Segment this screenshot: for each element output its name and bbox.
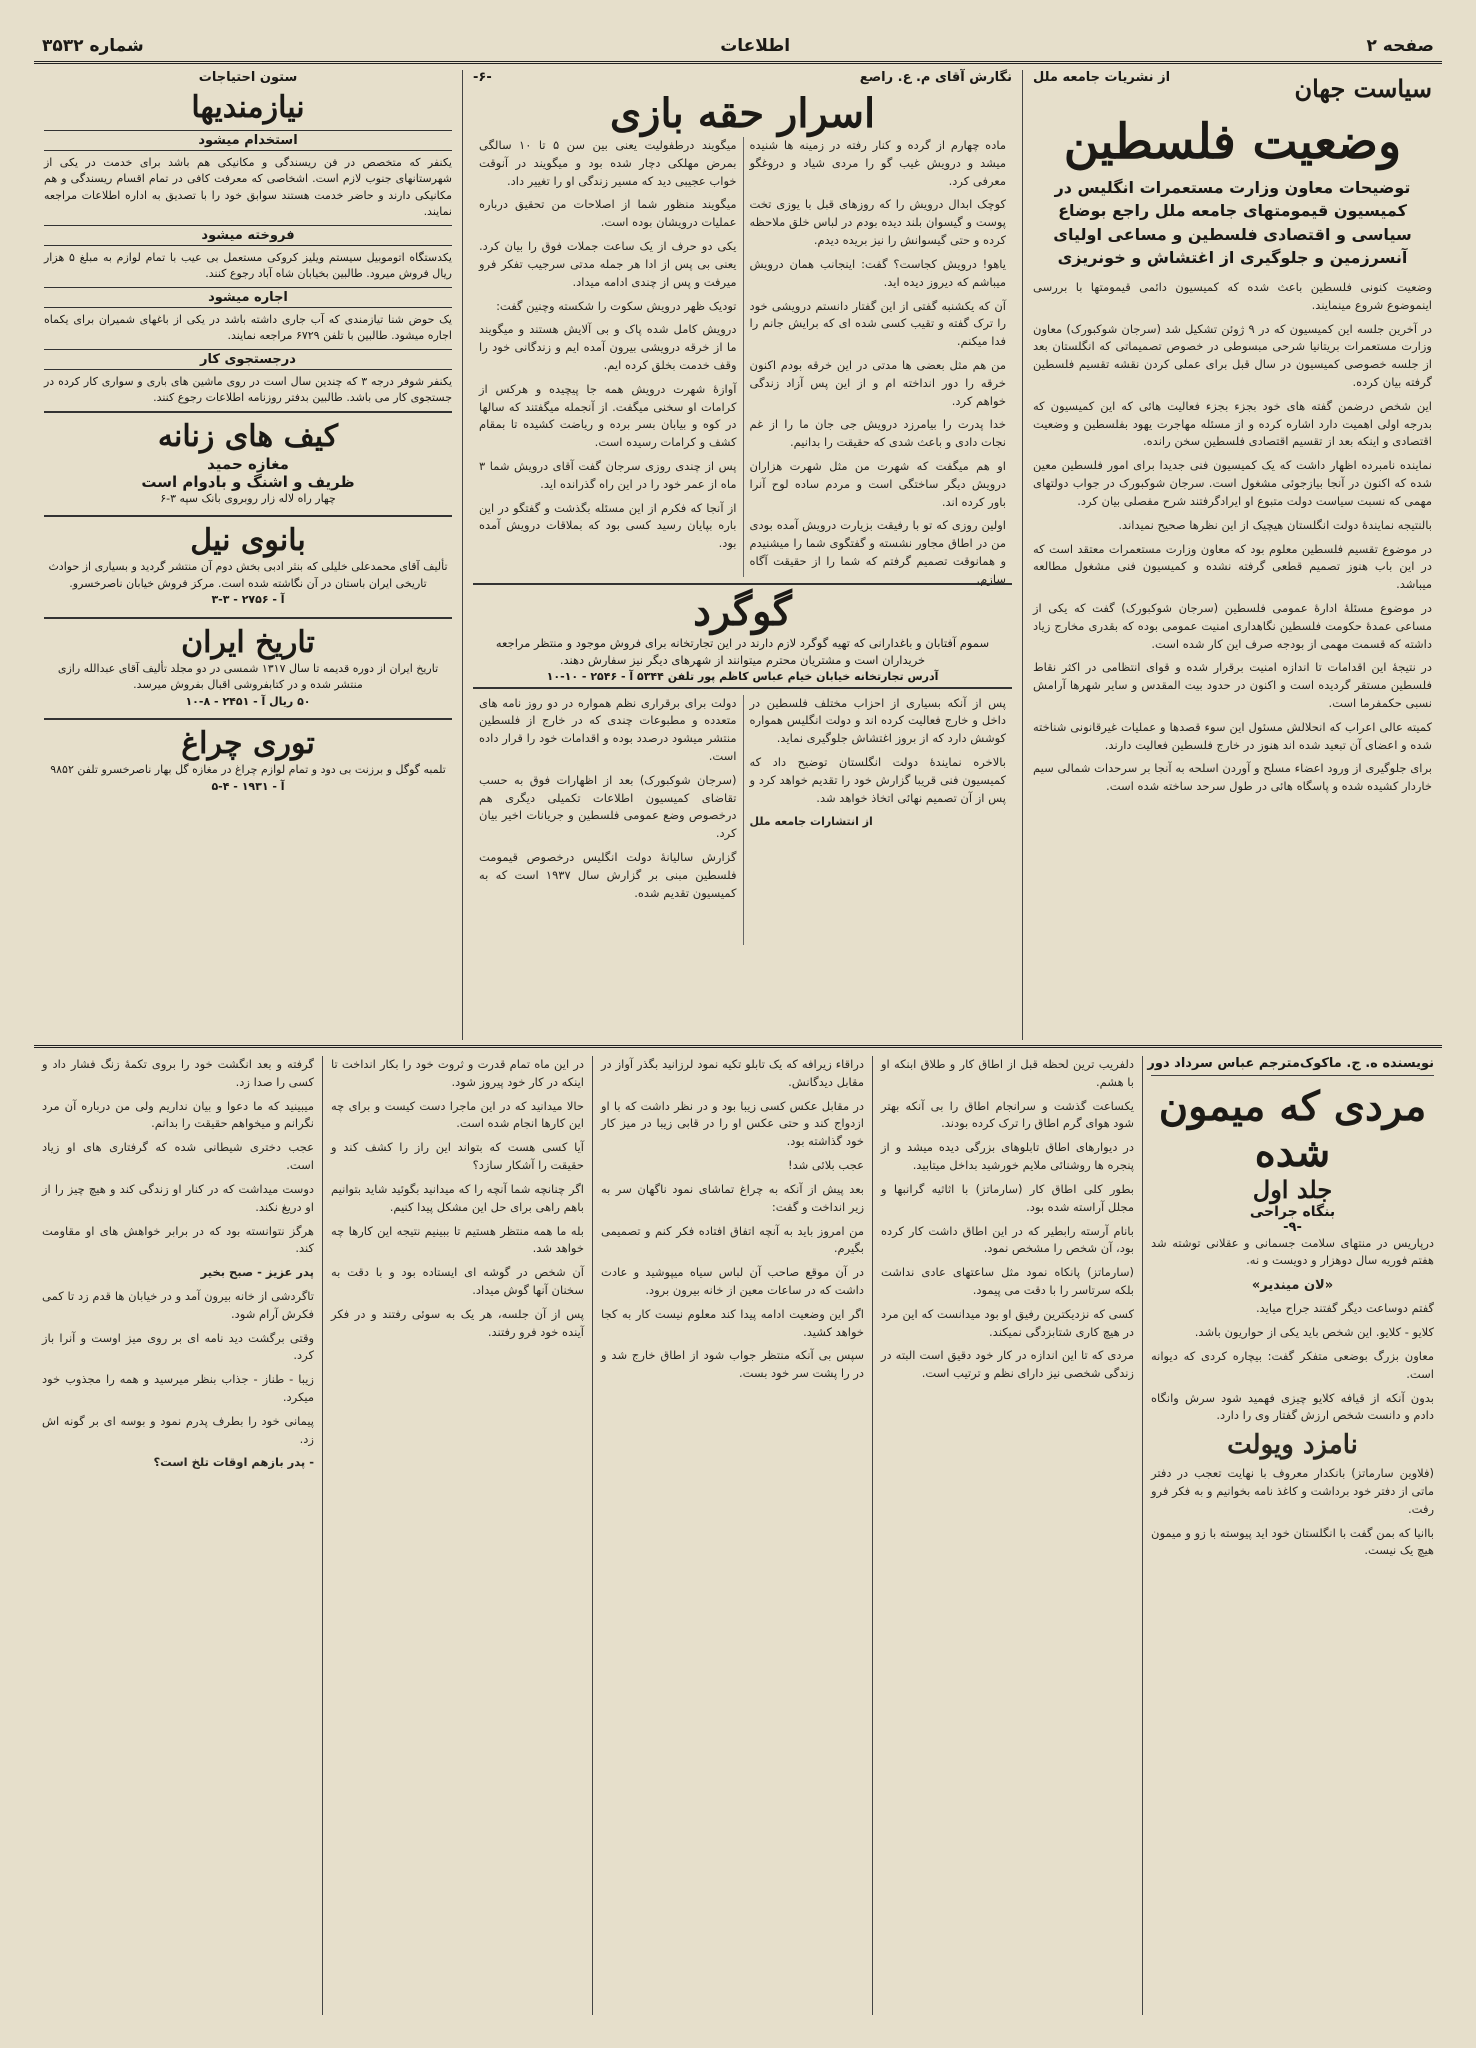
book-banoo-title: بانوی نیل [190, 523, 306, 558]
article-paragraph: ماده چهارم از گرده و کنار رفته در زمینه ها شنیده میشد و درویش غیب گو را مردی شیاد و دروغگو معرفی کرد. [749, 138, 1006, 188]
serial-paragraph: بدون آنکه از قیافه کلایو چیزی فهمید شود سرش وانگاه دادم و دانست شخص ارزش گفتار وی را دارد. [1151, 1390, 1434, 1423]
serial-paragraph: (سارماتز) پانکاه نمود مثل ساعتهای عادی نداشت بلکه سرتاسر را با دقت می پیمود. [881, 1265, 1134, 1297]
serial-paragraph: گفتم دوساعت دیگر گفتند جراح میاید. [1255, 1301, 1434, 1316]
handbag-ad-title: کیف های زنانه [157, 418, 339, 454]
tricks-secrets-headline: اسرار حقه بازی [609, 90, 876, 137]
serial-paragraph: در این ماه تمام قدرت و ثروت خود را بکار انداخت تا اینکه در کار خود پیروز شود. [331, 1057, 584, 1089]
palestine-article-body [1033, 279, 1432, 796]
article-paragraph: درویش کامل شده پاک و بی آلایش هستند و میگویند ما از خرقه درویشی بیرون آمده ایم و زندگانی خود را وقف خدمت بخلق کرده ایم. [479, 322, 737, 372]
serial-paragraph: آیا کسی هست که بتواند این راز را کشف کند و حقیقت را آشکار سازد؟ [331, 1140, 584, 1173]
serial-paragraph: بعد پیش از آنکه به چراغ تماشای نمود ناگهان سر به زیر انداخت و گفت: [601, 1181, 864, 1214]
serial-paragraph: بطور کلی اطاق کار (سارماتز) با اثاثیه گرانبها و مجلل آراسته شده بود. [881, 1181, 1134, 1214]
serial-col-2 [872, 1056, 1142, 2015]
article-paragraph: میگویند درطفولیت یعنی بین سن ۵ تا ۱۰ سالگی بمرض مهلکی دچار شده بود و میگویند در آنوقت خواب عجیبی دید که مسیر زندگی او را تغییر داد. [479, 138, 737, 188]
handbag-ad-store: مغازه حمید [207, 454, 289, 473]
article-paragraph: نماینده نامبرده اظهار داشت که یک کمیسیون فنی جدیدا برای امور فلسطین معین شده که اکنون در آنجا بیازجوئی مشغول است. سرجان شوکبورک در جواب دولتهای مهمی که نسبت سیاست دولت متبوع او ایرادگرفتند شرح مفصلی بیان کرد. [1033, 458, 1432, 508]
handbag-ad-tagline: ظریف و اشنگ و بادوام است [141, 472, 355, 491]
sulfur-ad-address: آدرس تجارتخانه خیابان خیام عباس کاظم پور تلفن ۵۳۴۴ آ - ۲۵۴۶ - ۱۰-۱۰ [546, 669, 939, 683]
serial-col-4 [322, 1056, 592, 2015]
handbag-ad-address: چهار راه لاله زار روبروی بانک سپه ۳-۶ [160, 491, 336, 505]
article-paragraph: بالاخره نمایندۀ دولت انگلستان توضیح داد که کمیسیون فنی قریبا گزارش خود را تقدیم خواهد کرد و پس از آن تصمیم نهائی اتخاذ خواهد شد. [749, 754, 1006, 805]
serial-paragraph: پس از آن جلسه، هر یک به سوئی رفتند و در فکر آینده خود فرو رفتند. [331, 1306, 584, 1339]
lamp-mantle-title: توری چراغ [181, 726, 315, 761]
serial-story-band [34, 1045, 1442, 2015]
serial-paragraph: درپاریس در منتهای سلامت جسمانی و عقلانی توشته شد هفتم فوریه سال دوهزار و دویست و نه. [1151, 1235, 1434, 1268]
serial-paragraph: در مقابل عکس کسی زیبا بود و در نظر داشت که با او ازدواج کند و حتی عکس او را در قابی زیبا در میز کار خود گذاشته بود. [601, 1098, 864, 1149]
page-label: صفحه ۲ [1366, 35, 1434, 56]
article-paragraph: پس از چندی روزی سرجان گفت آقای درویش شما ۳ ماه از عمر خود را در این راه گذرانده اید. [479, 459, 737, 491]
article-paragraph: میگویند منظور شما از اصلاحات من تحقیق درباره عملیات درویشان بوده است. [479, 197, 737, 230]
serial-paragraph: در دیوارهای اطاق تابلوهای بزرگی دیده میشد و از پنجره ها روشنائی ملایم خورشید بداخل میتابید. [881, 1140, 1134, 1173]
tricks-article-col-right [743, 137, 1013, 586]
sulfur-ad-text: سموم آفتابان و باغدارانی که تهیه گوگرد لازم دارند در این تجارتخانه برای فروش موجود و منتظر مراجعه خریداران است و مشتریان محترم میتوانند از شهرهای دیگر نیز سفارش دهند. [495, 636, 990, 668]
serial-paragraph: عجب بلائی شد! [787, 1158, 864, 1173]
article-paragraph: کمیته عالی اعراب که انحلالش مسئول این سوء قصدها و عملیات غیرقانونی شناخته شده و اعضای آن تبعید شده اند هنوز در خارج فلسطین فعالیت دارند. [1033, 719, 1432, 752]
right-column-header [1033, 70, 1432, 109]
serial-paragraph: پیمانی خود را بطرف پدرم نمود و بوسه ای بر گونه اش زد. [42, 1413, 314, 1446]
serial-paragraph: وقتی برگشت دید نامه ای بر روی میز اوست و آنرا باز کرد. [42, 1330, 314, 1363]
article-paragraph: در موضوع تقسیم فلسطین معلوم بود که معاون وزارت مستعمرات معتقد است که در این باب هنوز تصمیم قطعی گرفته نشده و کمیسیون فنی مشغول مطالعه میباشد. [1033, 541, 1432, 592]
sulfur-ad-title: گوگرد [693, 588, 792, 635]
serial-subtitle: «لان میندیر» [1251, 1278, 1334, 1294]
serial-col-1 [1142, 1056, 1442, 2015]
article-paragraph: گزارش سالیانۀ دولت انگلیس درخصوص قیمومت فلسطین مبنی بر گزارش سال ۱۹۳۷ است که به کمیسیون تقدیم شده. [479, 850, 737, 900]
sulfur-advertisement [473, 583, 1012, 689]
serial-paragraph: مردی که تا این اندازه در کار خود دقیق است البته در زندگی شخصی نیز دارای نظم و ترتیب است. [881, 1348, 1134, 1381]
palestine-continued [473, 695, 1012, 945]
serial-author: نویسنده ه. ج. ماکوک [1299, 1056, 1434, 1071]
classified-heading: استخدام میشود [44, 130, 452, 151]
masthead [34, 30, 1442, 64]
article-paragraph: (سرجان شوکبورک) بعد از اظهارات فوق به حسب تقاضای کمیسیون اطلاعات تکمیلی دیگری هم درخصوص وضع عمومی فلسطین و جریانات اخیر بیان کرد. [479, 772, 737, 841]
paper-name: اطلاعات [720, 35, 791, 56]
middle-column [462, 70, 1022, 1040]
serial-chapter: بنگاه جراحی [1249, 1203, 1336, 1220]
classified-text: یکنفر شوفر درجه ۳ که چندین سال است در روی ماشین های باری و سواری کار کرده در جستجوی کار می باشد. طالبین بدفتر روزنامه اطلاعات رجوع کنند. [44, 374, 453, 404]
article-paragraph: برای جلوگیری از ورود اعضاء مسلح و آوردن اسلحه به آنجا بر سرحدات شمالی سیم خاردار کشیده شده و پاسگاه هائی در طول سرحد ساخته شده است. [1033, 761, 1432, 794]
serial-paragraph: در آن موقع صاحب آن لباس سیاه میپوشید و عادت داشت که در ساعات معین از خانه بیرون برود. [601, 1265, 864, 1297]
upper-section [34, 70, 1442, 1040]
serial-paragraph: حالا میدانید که در این ماجرا دست کیست و برای چه این کارها انجام شده است. [331, 1098, 584, 1131]
lamp-mantle-text: تلمبه گوگل و برزنت بی دود و تمام لوازم چراغ در مغازه گل بهار ناصرخسرو تلفن ۹۸۵۲ [50, 763, 446, 776]
serial-paragraph: (فلاوین سارماتز) بانکدار معروف با نهایت تعجب در دفتر ماتی از دفتر خود برداشت و کاغذ نامه بخوانیم و به فکر فرو رفت. [1151, 1466, 1434, 1516]
lamp-mantle-code: آ - ۱۹۳۱ - ۴-۵ [211, 779, 285, 793]
article-paragraph: دولت برای برقراری نظم همواره در دو روز نامه های متعدده و مطبوعات چندی که در خارج از فلسطین منتشر میشود درصدد بوده و اقدامات خود را قرار داده است. [479, 695, 737, 763]
article-paragraph: وضعیت کنونی فلسطین باعث شده که کمیسیون دائمی قیمومتها با بررسی اینموضوع شروع مینمایند. [1033, 279, 1432, 312]
classifieds-column [34, 70, 462, 1040]
article-paragraph: پس از آنکه بسیاری از احزاب مختلف فلسطین در داخل و خارج فعالیت کرده اند و دولت انگلیس همواره کوشش دارد که از بروز اغتشاش جلوگیری نماید. [749, 695, 1006, 746]
article-paragraph: بالنتیجه نمایندۀ دولت انگلستان هیچیک از این نظرها صحیح نمیداند. [1118, 517, 1432, 532]
article-paragraph: در آخرین جلسه این کمیسیون که در ۹ ژوئن تشکیل شد (سرجان شوکبورک) معاون وزارت مستعمرات بریتانیا شرحی مبسوطی در خصوص تصمیماتی که انگلستان بعد از جلسه خصوصی کمیسیون در سال قبل برای عملی کردن نقشه تقسیم فلسطین گرفته بیان کرده. [1033, 321, 1432, 389]
classified-text: یک حوض شنا تیازمندی که آب جاری داشته باشد در یکی از باغهای شمیران برای یکماه اجاره میشود. طالبین با تلفن ۶۷۲۹ مراجعه نمایند. [44, 312, 452, 342]
serial-paragraph: یکساعت گذشت و سرانجام اطاق را بی آنکه بهتر شود هوای گرم اطاق را ترک کرده بودند. [881, 1098, 1134, 1131]
serial-paragraph: گرفته و بعد انگشت خود را بروی تکمۀ زنگ فشار داد و کسی را صدا زد. [42, 1057, 314, 1089]
series-header [473, 70, 1012, 85]
serial-paragraph: معاون بزرگ بوضعی متفکر گفت: بیچاره کردی که دیوانه است. [1151, 1348, 1434, 1381]
book-banoo-text: تألیف آقای محمدعلی خلیلی که بنثر ادبی بخش دوم آن منتشر گردید و بسیاری از حوادث تاریخی ایران باستان در آن نگاشته شده است. مرکز فروش خیابان ناصرخسرو. [48, 560, 448, 590]
serial-paragraph: عجب دختری شیطانی شده که گرفتاری های او زیاد است. [42, 1140, 314, 1173]
issue-number: شماره ۳۵۳۲ [42, 35, 144, 56]
palestine-subhead: توضیحات معاون وزارت مستعمرات انگلیس در کمیسیون قیمومتهای جامعه ملل راجع بوضاع سیاسی و اقتصادی فلسطین و مساعی اولیای آنسرزمین و جلوگیری از اغتشاش و خونریزی [1053, 178, 1412, 267]
serial-paragraph: اگر این وضعیت ادامه پیدا کند معلوم نیست کار به کجا خواهد کشید. [601, 1306, 864, 1339]
classified-heading: اجاره میشود [44, 287, 452, 308]
article-signature: از انتشارات جامعه ملل [749, 815, 873, 829]
classified-heading: درجستجوی کار [44, 349, 452, 370]
serial-paragraph: کسی که نزدیکترین رفیق او بود میدانست که این مرد در هیچ کاری شتابزدگی نمیکند. [881, 1306, 1134, 1339]
serial-body [1151, 1235, 1434, 1561]
tricks-article [473, 137, 1012, 586]
article-paragraph: تودیک ظهر درویش سکوت را شکسته وچنین گفت: [496, 298, 737, 313]
serial-paragraph: سپس بی آنکه منتظر جواب شود از اطاق خارج شد و در را پشت سر خود بست. [601, 1348, 864, 1381]
article-paragraph: خدا پدرت را بیامرزد درویش جی جان ما را از غم نجات دادی و باعث شدی که حقیقت را بدانیم. [749, 417, 1006, 450]
serial-paragraph: میبینید که ما دعوا و بیان نداریم ولی من درباره آن مرد نگرانم و میخواهم حقیقت را بدانم. [42, 1098, 314, 1131]
article-paragraph: یاهو! درویش کجاست؟ گفت: اینجانب همان درویش میباشم که دیروز دیده اید. [749, 256, 1006, 289]
classifieds-title: نیازمندیها [191, 90, 305, 125]
article-paragraph: آوازۀ شهرت درویش همه جا پیچیده و هرکس از کرامات او سخنی میگفت. از آنجمله میگفتند که سالها در کوه و بیابان بسر برده و ریاضت کشیده تا بمقام کشف و کرامات رسیده است. [479, 381, 737, 450]
classified-text: یکدستگاه اتوموبیل سیستم ویلیز کروکی مستعمل بی عیب با تمام لوازم به مبلغ ۵ هزار ریال فروش میرود. طالبین بخیابان شاه آباد رجوع کنند. [44, 250, 452, 280]
serial-header [1147, 1056, 1434, 1076]
classified-heading: فروخته میشود [44, 225, 452, 246]
serial-paragraph: اگر چنانچه شما آنچه را که میدانید بگوئید شاید بتوانیم باهم راهی برای حل این مشکل پیدا کنیم. [331, 1181, 584, 1214]
serial-paragraph: کلایو - کلایو. این شخص باید یکی از حواریون باشد. [1194, 1325, 1434, 1340]
serial-paragraph: دوست میداشت که در کنار او زندگی کند و هیچ چیز را از او دریغ نکند. [42, 1181, 314, 1214]
serial-paragraph: پدر عزیز - صبح بخیر [200, 1265, 314, 1280]
article-paragraph: اولین روزی که تو با رفیقت بزیارت درویش آمده بودی من در اطاق مجاور نشسته و گفتگوی شما را میشنیدم و همانوقت تصمیم گرفتم که شما را از حقیقت آگاه سازم. [749, 518, 1006, 586]
serial-paragraph: هرگز نتوانسته بود که در برابر خواهش های او مقاومت کند. [42, 1223, 314, 1256]
serial-paragraph: زیبا - طناز - جذاب بنظر میرسید و همه را مجذوب خود میکرد. [42, 1372, 314, 1404]
article-paragraph: این شخص درضمن گفته های خود بجزء بجزء فعالیت هائی که این کمیسیون که بدرجه اولی اهمیت دارد اشاره کرده و از مسئله مهاجرت یهود بفلسطین و وضعیت اقتصادی و اینکه بعد از تقسیم اقتصادی فلسطین سخن رانده. [1033, 398, 1432, 449]
serial-translator: مترجم عباس سرداد دور [1147, 1056, 1300, 1071]
article-paragraph: کوچک ابدال درویش را که روزهای قبل با یوزی تخت پوست و گیسوان بلند دیده بودم در لباس خلق ملاحظه کرده و حتی گیسوانش را نیز بریده دیدم. [749, 197, 1006, 248]
lamp-mantle-advertisement [44, 720, 452, 803]
serial-paragraph: دلفریب ترین لحظه قبل از اطاق کار و طلاق ابنکه او با هشم. [881, 1057, 1134, 1089]
world-politics-column [1022, 70, 1442, 1040]
article-paragraph: آن که یکشنبه گفتی از این گفتار دانستم درویشی خود را ترک گفته و تقیب کسی شده ای که برایش جانم را فدا میکنم. [749, 298, 1006, 349]
episode-number: -۶- [473, 70, 492, 85]
section-title: سیاست جهان [1294, 74, 1432, 103]
book-history-advertisement [44, 619, 452, 721]
serial-paragraph: من امروز باید به آنچه اتفاق افتاده فکر کنم و تصمیمی بگیرم. [601, 1223, 864, 1256]
serial-col-5 [34, 1056, 322, 2015]
serial-subtitle-2: نامزد ویولت [1227, 1430, 1358, 1461]
serial-title: مردی که میمون شده [1158, 1083, 1427, 1176]
serial-paragraph: تاگردشی از خانه بیرون آمد و در خیابان ها قدم زد تا کمی فکرش آرام شود. [42, 1288, 314, 1321]
tricks-article-col-left [473, 137, 743, 577]
article-paragraph: از آنجا که فکرم از این مسئله بگذشت و گفتگو در این باره بپایان رسید کسی بود که بملاقات درویش آمده بود. [479, 500, 737, 551]
article-paragraph: او هم میگفت که شهرت من مثل شهرت هزاران درویش دیگر ساختگی است و مردم ساده لوح آنرا باور کرده اند. [749, 459, 1006, 509]
palestine-headline: وضعیت فلسطین [1063, 114, 1402, 170]
continued-col-left [473, 695, 743, 945]
series-author-line: نگارش آقای م. ع. راصع [859, 70, 1012, 85]
source-note: از نشریات جامعه ملل [1033, 70, 1171, 85]
article-paragraph: در موضوع مسئلۀ ادارۀ عمومی فلسطین (سرجان شوکبورک) گفت که یکی از مساعی عمدۀ حکومت فلسطین نگاهداری امنیت عمومی بوده که بقدری مخارج زیاد داشته که قسمت مهمی از بودجه صرف این کار شده است. [1033, 600, 1432, 651]
handbag-advertisement [44, 411, 452, 518]
article-paragraph: من هم مثل بعضی ها مدتی در این خرقه بودم اکنون خرقه را دور انداخته ام و از این پس آزاد زندگی خواهم کرد. [749, 357, 1006, 408]
serial-volume: جلد اول [1252, 1175, 1333, 1204]
book-banoo-advertisement [44, 517, 452, 619]
serial-paragraph: آن شخص در گوشه ای ایستاده بود و با دقت به سخنان آنها گوش میداد. [331, 1265, 584, 1297]
article-paragraph: یکی دو حرف از یک ساعت جملات فوق را بیان کرد. یعنی بی پس از ادا هر جمله مدتی سرجیب تفکر فرو میرفت و پس از چندی ادامه میداد. [479, 239, 737, 289]
classifieds-label: ستون احتیاجات [198, 70, 298, 85]
book-history-text: تاریخ ایران از دوره قدیمه تا سال ۱۳۱۷ شمسی در دو مجلد تألیف آقای عبدالله رازی منتشر شده و در کتابفروشی اقبال بفروش میرسد. [57, 661, 439, 691]
continued-col-right [743, 695, 1013, 945]
serial-paragraph: دراقاء زیرافه که یک تابلو تکیه نمود لرزانید بگذر آواز در مقابل دیدگانش. [601, 1057, 864, 1089]
book-history-title: تاریخ ایران [181, 624, 315, 660]
article-paragraph: در نتیجۀ این اقدامات تا اندازه امنیت برقرار شده و قوای انتظامی در اکثر نقاط فلسطین مستقر گردیده است و اکنون در حدود بیت المقدس و سایر شهرها آرامش نسبی حکمفرما است. [1033, 660, 1432, 710]
book-banoo-code: آ - ۲۷۵۶ - ۳-۳ [211, 593, 285, 606]
classified-text: یکنفر که متخصص در فن ریسندگی و مکانیکی هم باشد برای خدمت در یکی از شهرستانهای جنوب لازم است. اشخاصی که معرفت کافی در تمام اقسام ریسندگی و هم مکانیکی دارند و حاضر خدمت هستند سوابق خود را با تصدیق به اداره اطلاعات مراجعه نمایند. [44, 155, 452, 218]
serial-paragraph: باانیا که بمن گفت با انگلستان خود اید پیوسته با زو و میمون هیچ یک نیست. [1151, 1525, 1434, 1558]
serial-paragraph: - پدر بازهم اوقات تلخ است؟ [153, 1455, 314, 1470]
serial-paragraph: بانام آرسته رابطیر که در این اطاق داشت کار کرده بود، آن شخص را مشخص نمود. [881, 1223, 1134, 1256]
serial-col-3 [592, 1056, 872, 2015]
serial-part: -۹- [1283, 1219, 1302, 1235]
book-history-code: ۵۰ ریال آ - ۲۴۵۱ - ۸-۱۰ [185, 694, 311, 708]
serial-paragraph: بله ما همه منتظر هستیم تا ببینیم نتیجه این کارها چه خواهد شد. [331, 1223, 584, 1256]
